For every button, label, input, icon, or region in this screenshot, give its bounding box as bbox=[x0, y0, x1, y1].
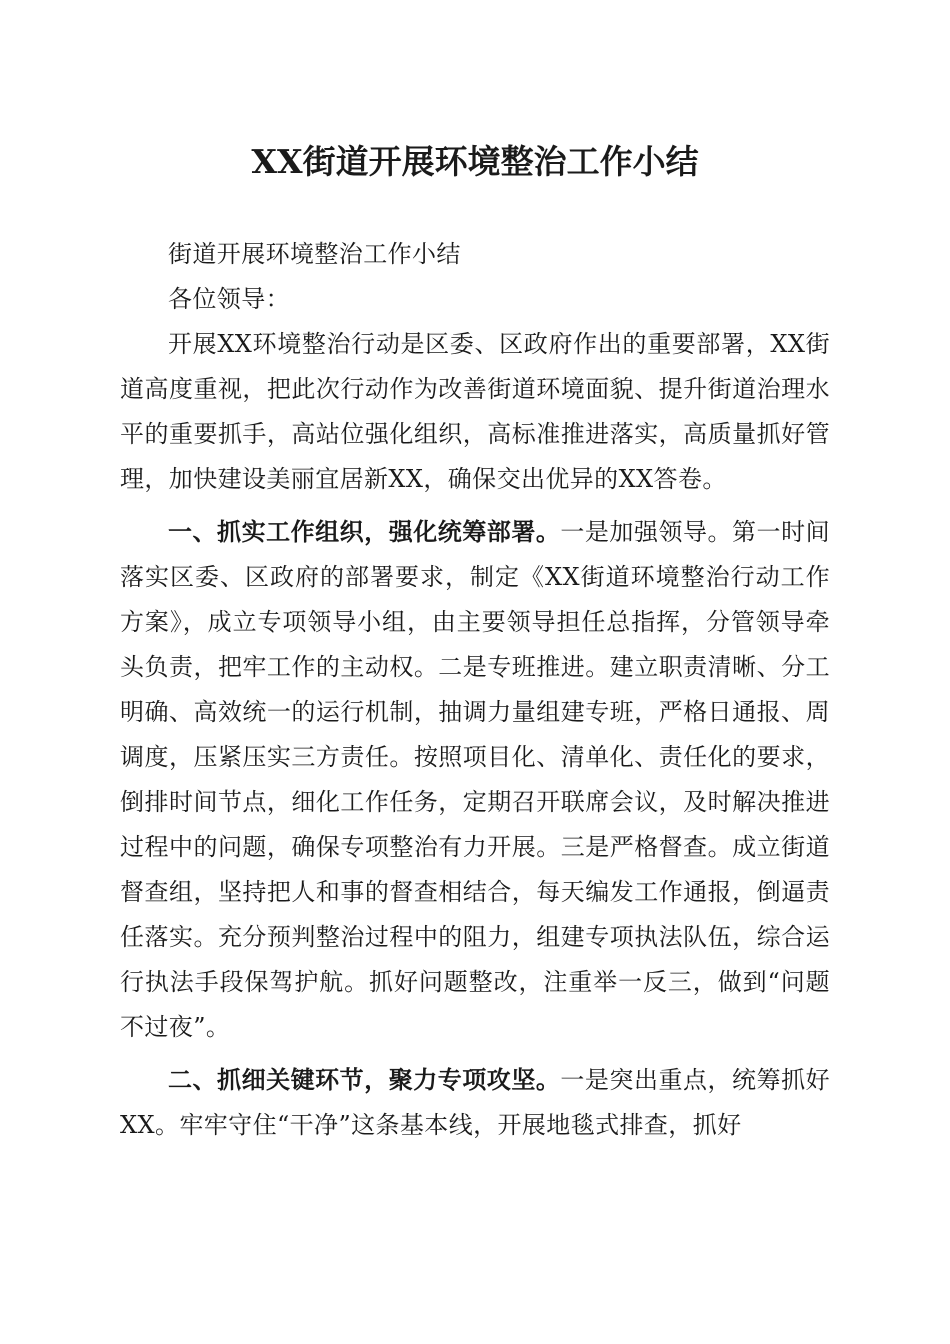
section-1-body: 一是加强领导。第一时间落实区委、区政府的部署要求，制定《XX街道环境整治行动工作方案》，成立专项领导小组，由主要领导担任总指挥，分管领导牵头负责，把牢工作的主动权。二是专班推进。建立职责清晰、分工明确、高效统一的运行机制，抽调力量组建专班，严格日通报、周调度，压紧压实三方责任。按照项目化、清单化、责任化的要求，倒排时间节点，细化工作任务，定期召开联席会议，及时解决推进过程中的问题，确保专项整治有力开展。三是严格督查。成立街道督查组，坚持把人和事的督查相结合，每天编发工作通报，倒逼责任落实。充分预判整治过程中的阻力，组建专项执法队伍，综合运行执法手段保驾护航。抓好问题整改，注重举一反三，做到“问题不过夜”。 bbox=[120, 518, 831, 1041]
section-2-paragraph bbox=[120, 1058, 830, 1148]
document-subtitle: 街道开展环境整治工作小结 bbox=[168, 240, 461, 268]
section-1-paragraph bbox=[120, 510, 830, 1050]
section-1-heading: 一、抓实工作组织，强化统筹部署。 bbox=[168, 518, 561, 546]
document-title: XX街道开展环境整治工作小结 bbox=[251, 142, 699, 181]
intro-paragraph: 开展XX环境整治行动是区委、区政府作出的重要部署，XX街道高度重视，把此次行动作为改善街道环境面貌、提升街道治理水平的重要抓手，高站位强化组织，高标准推进落实，高质量抓好管理，加快建设美丽宜居新XX，确保交出优异的XX答卷。 bbox=[120, 330, 830, 493]
section-2-heading: 二、抓细关键环节，聚力专项攻坚。 bbox=[168, 1066, 561, 1094]
salutation: 各位领导： bbox=[168, 285, 290, 313]
section-2-body: 一是突出重点，统筹抓好XX。牢牢守住“干净”这条基本线，开展地毯式排查，抓好 bbox=[120, 1066, 831, 1139]
